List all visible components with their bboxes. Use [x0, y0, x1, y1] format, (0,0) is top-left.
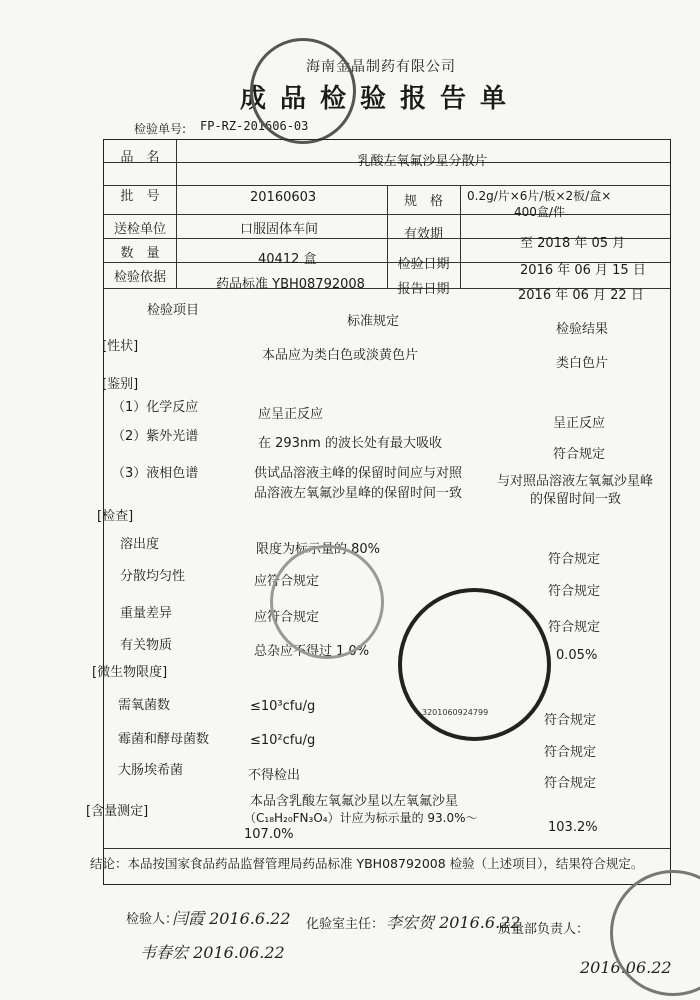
qa-head-label: 质量部负责人：: [498, 922, 590, 937]
uniformity-item: 分散均匀性: [120, 569, 186, 584]
id3-item: （3）液相色谱: [112, 466, 199, 481]
sender-value: 口服固体车间: [240, 222, 319, 237]
related-result: 0.05%: [556, 648, 598, 663]
id1-standard: 应呈正反应: [258, 407, 324, 422]
dissolution-item: 溶出度: [120, 537, 160, 552]
report-date-label: 报告日期: [397, 282, 450, 297]
uniformity-standard: 应符合规定: [254, 574, 320, 589]
qa-head-signature: 2016.06.22: [580, 958, 672, 977]
related-standard: 总杂应不得过 1.0%: [254, 644, 370, 659]
dissolution-standard: 限度为标示量的 80%: [256, 542, 381, 557]
assay-standard-line2: （C₁₈H₂₀FN₃O₄）计应为标示量的 93.0%～: [244, 811, 478, 825]
inspector-signature-2: 韦春宏 2016.06.22: [140, 943, 285, 962]
test-date-value: 2016 年 06 月 15 日: [520, 263, 646, 278]
id3-result-line2: 的保留时间一致: [530, 492, 622, 507]
id1-item: （1）化学反应: [112, 400, 199, 415]
spec-value-line2: 400盒/件: [514, 205, 565, 219]
ecoli-result: 符合规定: [544, 776, 597, 791]
aerobic-result: 符合规定: [544, 713, 597, 728]
weight-result: 符合规定: [548, 620, 601, 635]
id2-result: 符合规定: [553, 447, 606, 462]
inspector-label: 检验人：: [126, 912, 179, 927]
company-name: 海南金晶制药有限公司: [306, 59, 456, 75]
character-result: 类白色片: [556, 356, 609, 371]
spec-value-line1: 0.2g/片×6片/板×2板/盒×: [467, 189, 612, 203]
aerobic-item: 需氧菌数: [118, 698, 171, 713]
company-stamp: [250, 38, 356, 144]
related-item: 有关物质: [120, 638, 173, 653]
col-standard-header: 标准规定: [347, 314, 400, 329]
section-identification: [鉴别]: [102, 377, 139, 392]
middle-stamp: [270, 545, 384, 659]
batch-value: 20160603: [250, 190, 317, 205]
id2-item: （2）紫外光谱: [112, 429, 199, 444]
basis-label: 检验依据: [113, 270, 166, 285]
col-item-header: 检验项目: [147, 303, 200, 318]
jiangsu-stamp: [398, 588, 551, 741]
ecoli-item: 大肠埃希菌: [118, 763, 184, 778]
aerobic-standard: ≤10³cfu/g: [250, 699, 316, 714]
inspector-signature: 闫霞 2016.6.22: [172, 909, 291, 928]
id3-standard-line2: 品溶液左氧氟沙星峰的保留时间一致: [254, 486, 463, 501]
qty-label: 数 量: [120, 246, 160, 261]
uniformity-result: 符合规定: [548, 584, 601, 599]
ecoli-standard: 不得检出: [248, 768, 301, 783]
id3-result-line1: 与对照品溶液左氧氟沙星峰: [497, 474, 654, 489]
dissolution-result: 符合规定: [548, 552, 601, 567]
section-inspection: [检查]: [97, 509, 134, 524]
conclusion-text: 结论：本品按国家食品药品监督管理局药品标准 YBH08792008 检验（上述项目），结果符合规定。: [90, 856, 644, 871]
jiangsu-stamp-number: 3201060924799: [422, 708, 489, 717]
id1-result: 呈正反应: [553, 416, 606, 431]
test-date-label: 检验日期: [397, 257, 450, 272]
batch-label: 批 号: [120, 189, 160, 204]
section-character: [性状]: [102, 339, 139, 354]
qty-value: 40412 盒: [258, 252, 317, 267]
sender-label: 送检单位: [113, 222, 166, 237]
serial-label: 检验单号:: [134, 122, 187, 136]
page-title: 成品检验报告单: [240, 84, 521, 114]
product-value: 乳酸左氧氟沙星分散片: [357, 154, 488, 169]
section-assay: [含量测定]: [86, 804, 149, 819]
col-result-header: 检验结果: [556, 322, 609, 337]
mold-item: 霉菌和酵母菌数: [118, 732, 210, 747]
weight-standard: 应符合规定: [254, 610, 320, 625]
assay-standard-line1: 本品含乳酸左氧氟沙星以左氧氟沙星: [250, 794, 459, 809]
report-date-value: 2016 年 06 月 22 日: [518, 288, 644, 303]
lab-head-signature: 李宏贺 2016.6.22: [386, 913, 521, 932]
validity-value: 至 2018 年 05 月: [520, 236, 626, 251]
assay-result: 103.2%: [548, 820, 598, 835]
validity-label: 有效期: [403, 227, 443, 242]
product-label: 品 名: [120, 150, 160, 165]
id3-standard-line1: 供试品溶液主峰的保留时间应与对照: [254, 466, 463, 481]
mold-result: 符合规定: [544, 745, 597, 760]
character-standard: 本品应为类白色或淡黄色片: [262, 348, 419, 363]
basis-value: 药品标准 YBH08792008: [216, 277, 365, 292]
lab-head-label: 化验室主任：: [306, 917, 385, 932]
weight-item: 重量差异: [120, 606, 173, 621]
section-microbial: [微生物限度]: [92, 665, 168, 680]
assay-standard-line3: 107.0%: [244, 827, 294, 842]
spec-label: 规 格: [403, 194, 443, 209]
serial-value: FP-RZ-201606-03: [200, 119, 309, 133]
bottom-right-stamp: [610, 870, 700, 996]
mold-standard: ≤10²cfu/g: [250, 733, 316, 748]
id2-standard: 在 293nm 的波长处有最大吸收: [258, 436, 442, 451]
